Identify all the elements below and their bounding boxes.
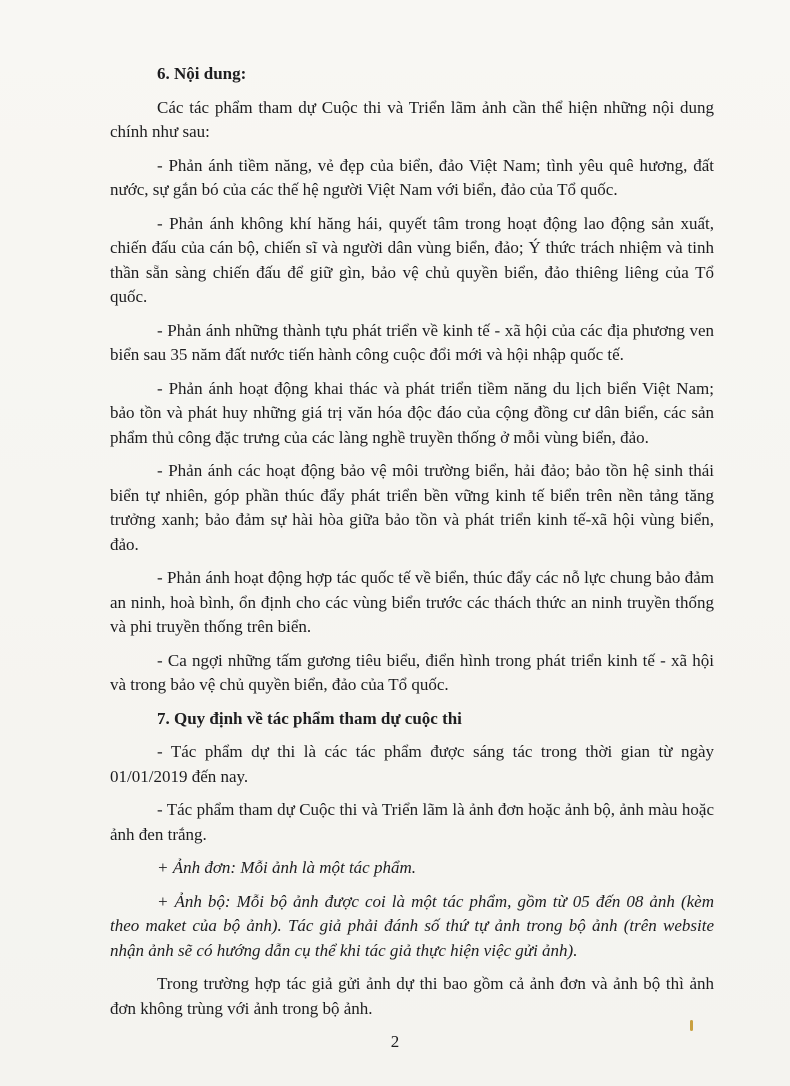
closing-paragraph: Trong trường hợp tác giả gửi ảnh dự thi bao gồm cả ảnh đơn và ảnh bộ thì ảnh đơn không trùng với ảnh trong bộ ảnh.: [110, 974, 714, 1018]
paragraph: - Tác phẩm dự thi là các tác phẩm được sáng tác trong thời gian từ ngày 01/01/2019 đến nay.: [110, 742, 714, 786]
paragraph: - Phản ánh các hoạt động bảo vệ môi trường biển, hải đảo; bảo tồn hệ sinh thái biển tự nhiên, góp phần thúc đẩy phát triển bền vững kinh tế biển trên nền tảng tăng trưởng xanh; bảo đảm sự hài hòa giữa bảo tồn và phát triển kinh tế-xã hội vùng biển, đảo.: [110, 461, 714, 554]
italic-paragraph: + Ảnh bộ: Mỗi bộ ảnh được coi là một tác phẩm, gồm từ 05 đến 08 ảnh (kèm theo maket của bộ ảnh). Tác giả phải đánh số thứ tự ảnh trong bộ ảnh (trên website nhận ảnh sẽ có hướng dẫn cụ thể khi tác giả thực hiện việc gửi ảnh).: [110, 891, 714, 960]
scan-speck: [690, 1020, 693, 1031]
paragraph: - Tác phẩm tham dự Cuộc thi và Triển lãm là ảnh đơn hoặc ảnh bộ, ảnh màu hoặc ảnh đen trắng.: [110, 800, 714, 844]
paragraph: - Phản ánh hoạt động hợp tác quốc tế về biển, thúc đẩy các nỗ lực chung bảo đảm an ninh, hoà bình, ổn định cho các vùng biển trước các thách thức an ninh truyền thống và phi truyền thống trên biển.: [110, 568, 714, 636]
paragraph: - Phản ánh tiềm năng, vẻ đẹp của biển, đảo Việt Nam; tình yêu quê hương, đất nước, sự gắn bó của các thế hệ người Việt Nam với biển, đảo của Tổ quốc.: [110, 155, 714, 199]
paragraph: Các tác phẩm tham dự Cuộc thi và Triển lãm ảnh cần thể hiện những nội dung chính như sau:: [110, 97, 714, 141]
paragraph: - Phản ánh không khí hăng hái, quyết tâm trong hoạt động lao động sản xuất, chiến đấu của cán bộ, chiến sĩ và người dân vùng biển, đảo; Ý thức trách nhiệm và tinh thần sẵn sàng chiến đấu để giữ gìn, bảo vệ chủ quyền biển, đảo thiêng liêng của Tổ quốc.: [110, 213, 714, 306]
section-6-heading: 6. Nội dung:: [157, 64, 247, 83]
page-number: 2: [390, 1032, 400, 1051]
section-7-heading: 7. Quy định về tác phẩm tham dự cuộc thi: [157, 708, 462, 728]
italic-paragraph: + Ảnh đơn: Mỗi ảnh là một tác phẩm.: [157, 858, 416, 877]
paragraph: - Ca ngợi những tấm gương tiêu biểu, điển hình trong phát triển kinh tế - xã hội và trong bảo vệ chủ quyền biển, đảo của Tổ quốc.: [110, 650, 714, 694]
paragraph: - Phản ánh những thành tựu phát triển về kinh tế - xã hội của các địa phương ven biển sau 35 năm đất nước tiến hành công cuộc đổi mới và hội nhập quốc tế.: [110, 320, 714, 364]
paragraph: - Phản ánh hoạt động khai thác và phát triển tiềm năng du lịch biển Việt Nam; bảo tồn và phát huy những giá trị văn hóa độc đáo của cộng đồng cư dân biển, các sản phẩm thủ công đặc trưng của các làng nghề truyền thống ở mỗi vùng biển, đảo.: [110, 378, 714, 447]
document-body: [110, 62, 714, 1030]
